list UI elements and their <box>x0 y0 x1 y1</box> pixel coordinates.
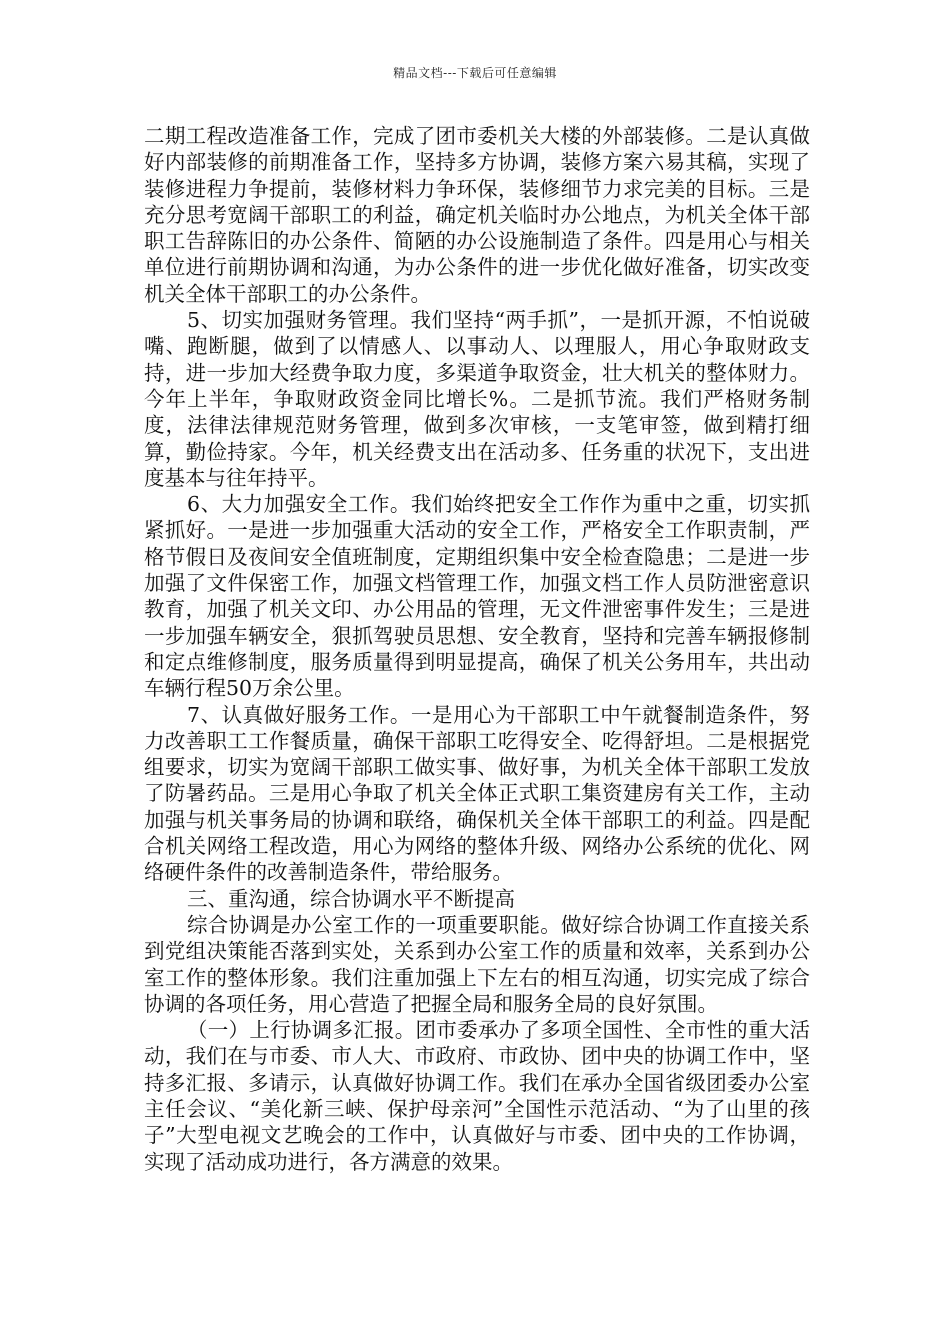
page-header: 精品文档---下载后可任意编辑 <box>393 66 557 80</box>
section-heading: 三、重沟通，综合协调水平不断提高 <box>187 886 515 911</box>
document-body <box>144 123 810 1175</box>
paragraph: （一）上行协调多汇报。团市委承办了多项全国性、全市性的重大活动，我们在与市委、市人大、市政府、市政协、团中央的协调工作中，坚持多汇报、多请示，认真做好协调工作。我们在承办全国省级团委办公室主任会议、“美化新三峡、保护母亲河”全国性示范活动、“为了山里的孩子”大型电视文艺晚会的工作中，认真做好与市委、团中央的工作协调，实现了活动成功进行，各方满意的效果。 <box>144 1018 810 1174</box>
paragraph: 综合协调是办公室工作的一项重要职能。做好综合协调工作直接关系到党组决策能否落到实处，关系到办公室工作的质量和效率，关系到办公室工作的整体形象。我们注重加强上下左右的相互沟通，切实完成了综合协调的各项任务，用心营造了把握全局和服务全局的良好氛围。 <box>144 912 810 1016</box>
paragraph: 7、认真做好服务工作。一是用心为干部职工中午就餐制造条件，努力改善职工工作餐质量，确保干部职工吃得安全、吃得舒坦。二是根据党组要求，切实为宽阔干部职工做实事、做好事，为机关全体干部职工发放了防暑药品。三是用心争取了机关全体正式职工集资建房有关工作，主动加强与机关事务局的协调和联络，确保机关全体干部职工的利益。四是配合机关网络工程改造，用心为网络的整体升级、网络办公系统的优化、网络硬件条件的改善制造条件，带给服务。 <box>144 702 810 885</box>
paragraph: 6、大力加强安全工作。我们始终把安全工作作为重中之重，切实抓紧抓好。一是进一步加强重大活动的安全工作，严格安全工作职责制，严格节假日及夜间安全值班制度，定期组织集中安全检查隐患；二是进一步加强了文件保密工作，加强文档管理工作，加强文档工作人员防泄密意识教育，加强了机关文印、办公用品的管理，无文件泄密事件发生；三是进一步加强车辆安全，狠抓驾驶员思想、安全教育，坚持和完善车辆报修制和定点维修制度，服务质量得到明显提高，确保了机关公务用车，共出动车辆行程50万余公里。 <box>144 492 810 701</box>
paragraph: 二期工程改造准备工作，完成了团市委机关大楼的外部装修。二是认真做好内部装修的前期准备工作，坚持多方协调，装修方案六易其稿，实现了装修进程力争提前，装修材料力争环保，装修细节力求完美的目标。三是充分思考宽阔干部职工的利益，确定机关临时办公地点，为机关全体干部职工告辞陈旧的办公条件、简陋的办公设施制造了条件。四是用心与相关单位进行前期协调和沟通，为办公条件的进一步优化做好准备，切实改变机关全体干部职工的办公条件。 <box>144 124 810 306</box>
paragraph: 5、切实加强财务管理。我们坚持“两手抓”，一是抓开源，不怕说破嘴、跑断腿，做到了以情感人、以事动人、以理服人，用心争取财政支持，进一步加大经费争取力度，多渠道争取资金，壮大机关的整体财力。今年上半年，争取财政资金同比增长%。二是抓节流。我们严格财务制度，法律法律规范财务管理，做到多次审核，一支笔审签，做到精打细算，勤俭持家。今年，机关经费支出在活动多、任务重的状况下，支出进度基本与往年持平。 <box>144 308 810 490</box>
